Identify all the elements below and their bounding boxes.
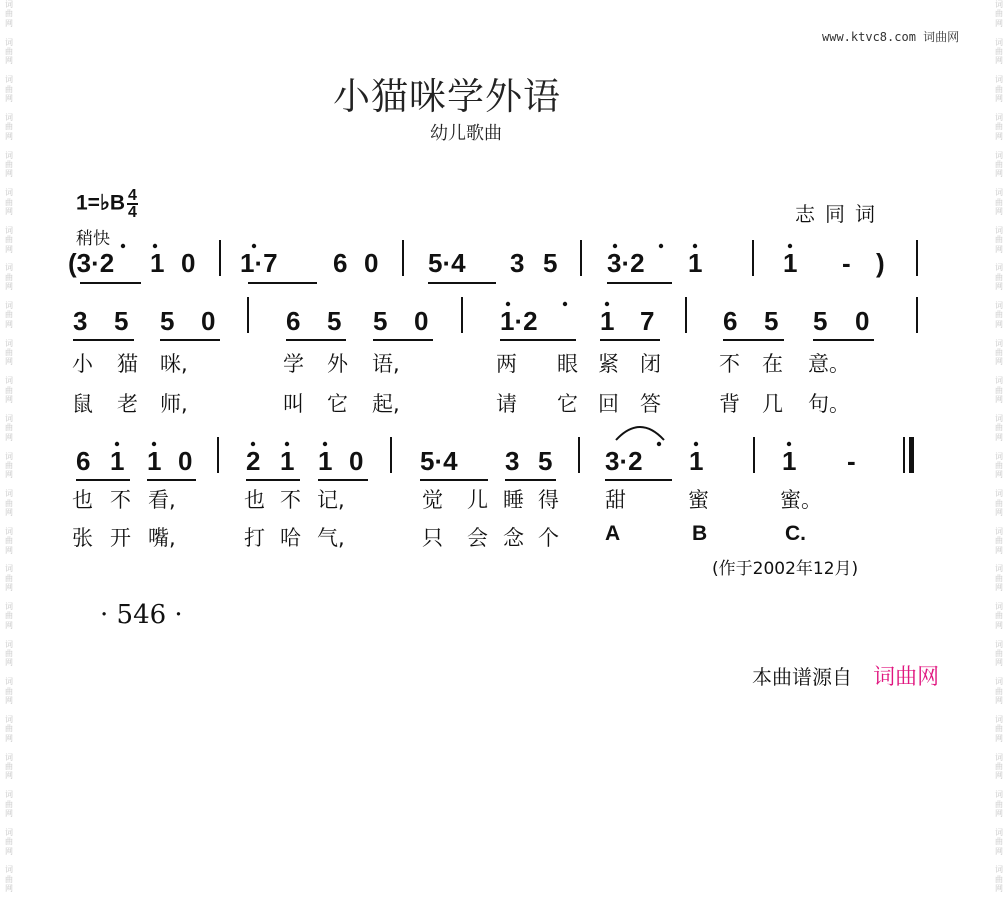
lyric: 闭 <box>640 352 661 376</box>
watermark-glyph: 网 <box>995 771 1003 781</box>
note: 2 <box>246 446 261 476</box>
watermark-glyph: 词 <box>995 225 1003 235</box>
watermark-gap <box>3 743 15 752</box>
watermark-glyph: 词 <box>5 677 13 687</box>
watermark-glyph: 曲 <box>5 310 13 320</box>
lyric: 意。 <box>808 352 850 376</box>
lyric: A <box>605 522 621 545</box>
watermark-glyph: 词 <box>995 526 1003 536</box>
note: ) <box>876 248 885 278</box>
note: 0 <box>201 306 216 336</box>
watermark-glyph: 词 <box>5 0 13 9</box>
watermark-glyph: 曲 <box>995 799 1003 809</box>
watermark-gap <box>993 743 1005 752</box>
watermark-glyph: 词 <box>5 602 13 611</box>
note: 5 <box>543 248 558 278</box>
watermark-glyph: 曲 <box>5 874 13 884</box>
watermark-glyph: 曲 <box>5 649 13 659</box>
watermark-glyph: 网 <box>995 56 1003 66</box>
note: 5·4 <box>428 248 466 278</box>
watermark-glyph: 词 <box>995 188 1003 198</box>
lyric: 它 <box>557 392 578 416</box>
note: 5 <box>373 306 388 336</box>
watermark-glyph: 网 <box>995 846 1003 856</box>
lyric: 鼠 <box>72 392 93 416</box>
watermark-glyph: 网 <box>5 808 13 818</box>
lyric: 两 <box>496 352 517 376</box>
watermark-glyph: 网 <box>5 545 13 555</box>
note: 5 <box>538 446 553 476</box>
watermark-glyph: 词 <box>5 714 13 724</box>
watermark-glyph: 曲 <box>995 837 1003 847</box>
watermark-glyph: 词 <box>995 112 1003 122</box>
watermark-glyph: 网 <box>995 808 1003 818</box>
watermark-glyph: 词 <box>5 37 13 47</box>
watermark-glyph: 网 <box>995 206 1003 216</box>
watermark-glyph: 曲 <box>995 235 1003 245</box>
note: 3·2 <box>607 248 645 278</box>
lyric: 句。 <box>808 392 850 416</box>
lyric: 它 <box>327 392 348 416</box>
watermark-glyph: 网 <box>995 545 1003 555</box>
lyric: 学 <box>283 352 304 376</box>
lyricist-credit: 志同词 <box>795 202 885 226</box>
watermark-glyph: 网 <box>5 357 13 367</box>
watermark-gap <box>993 818 1005 827</box>
note: 5 <box>813 306 828 336</box>
watermark-glyph: 曲 <box>5 235 13 245</box>
note: 5 <box>327 306 342 336</box>
watermark-glyph: 网 <box>5 696 13 706</box>
lyric: 蜜。 <box>780 488 822 512</box>
watermark-glyph: 曲 <box>5 159 13 169</box>
watermark-glyph: 网 <box>5 169 13 179</box>
lyric: 请 <box>496 392 517 416</box>
watermark-glyph: 词 <box>995 338 1003 348</box>
watermark-gap <box>993 894 1005 903</box>
lyric: 背 <box>719 392 740 416</box>
watermark-glyph: 网 <box>5 319 13 329</box>
lyric: 猫 <box>117 352 138 376</box>
lyric: 外 <box>327 352 348 376</box>
note: 0 <box>414 306 429 336</box>
watermark-glyph: 曲 <box>995 197 1003 207</box>
lyric: 开 <box>110 526 131 550</box>
watermark-glyph: 网 <box>995 169 1003 179</box>
watermark-glyph: 词 <box>995 752 1003 762</box>
watermark-glyph: 网 <box>995 131 1003 141</box>
watermark-glyph: 网 <box>995 470 1003 480</box>
watermark-glyph: 词 <box>5 188 13 198</box>
watermark-glyph: 曲 <box>5 573 13 583</box>
watermark-glyph: 曲 <box>995 348 1003 358</box>
lyric: 蜜 <box>688 488 709 512</box>
lyric: 也 <box>72 488 93 512</box>
watermark-glyph: 曲 <box>995 498 1003 508</box>
lyric: 语, <box>372 352 400 376</box>
note: 1 <box>318 446 333 476</box>
watermark-glyph: 词 <box>5 526 13 536</box>
lyric: 会 <box>467 526 488 550</box>
note: 3·2 <box>605 446 643 476</box>
watermark-glyph: 词 <box>5 75 13 85</box>
note: 3 <box>510 248 525 278</box>
note: 1 <box>110 446 125 476</box>
watermark-glyph: 曲 <box>5 423 13 433</box>
watermark-glyph: 词 <box>995 714 1003 724</box>
watermark-gap <box>3 894 15 903</box>
watermark-glyph: 网 <box>5 206 13 216</box>
watermark-glyph: 词 <box>5 112 13 122</box>
watermark-glyph: 网 <box>995 395 1003 405</box>
note: 6 <box>76 446 91 476</box>
watermark-glyph: 曲 <box>5 84 13 94</box>
composition-date: (作于2002年12月) <box>712 559 859 579</box>
watermark-glyph: 网 <box>5 846 13 856</box>
lyric: 儿 <box>467 488 488 512</box>
note: 1 <box>600 306 615 336</box>
watermark-glyph: 网 <box>5 244 13 254</box>
watermark-glyph: 词 <box>995 639 1003 649</box>
watermark-glyph: 曲 <box>5 197 13 207</box>
watermark-glyph: 词 <box>995 376 1003 386</box>
note: 0 <box>178 446 193 476</box>
lyric: B <box>692 522 708 545</box>
watermark-glyph: 词 <box>5 150 13 160</box>
lyric: 咪, <box>160 352 188 376</box>
watermark-glyph: 词 <box>995 37 1003 47</box>
watermark-glyph: 词 <box>995 827 1003 837</box>
lyric: 答 <box>640 392 661 416</box>
watermark-glyph: 曲 <box>5 122 13 132</box>
watermark-glyph: 网 <box>995 658 1003 668</box>
site-url[interactable]: www.ktvc8.com 词曲网 <box>822 30 960 44</box>
watermark-glyph: 曲 <box>995 47 1003 57</box>
watermark-glyph: 曲 <box>995 611 1003 621</box>
watermark-glyph: 曲 <box>5 272 13 282</box>
note: - <box>847 446 856 476</box>
lyric: 哈 <box>280 526 301 550</box>
watermark-glyph: 网 <box>5 18 13 28</box>
watermark-glyph: 网 <box>5 282 13 292</box>
watermark-glyph: 曲 <box>995 84 1003 94</box>
watermark-glyph: 曲 <box>995 761 1003 771</box>
watermark-gap <box>993 781 1005 790</box>
watermark-glyph: 曲 <box>5 686 13 696</box>
watermark-glyph: 网 <box>5 94 13 104</box>
watermark-glyph: 曲 <box>995 385 1003 395</box>
song-subtitle: 幼儿歌曲 <box>430 123 502 144</box>
watermark-glyph: 曲 <box>995 724 1003 734</box>
watermark-glyph: 词 <box>5 489 13 499</box>
watermark-glyph: 曲 <box>5 724 13 734</box>
note: 5 <box>160 306 175 336</box>
watermark-glyph: 词 <box>995 564 1003 574</box>
watermark-glyph: 网 <box>995 357 1003 367</box>
watermark-glyph: 词 <box>995 451 1003 461</box>
watermark-glyph: 曲 <box>995 159 1003 169</box>
watermark-glyph: 网 <box>995 733 1003 743</box>
watermark-glyph: 网 <box>5 583 13 593</box>
lyric: 甜 <box>605 488 626 512</box>
watermark-glyph: 词 <box>995 263 1003 273</box>
watermark-glyph: 网 <box>5 432 13 442</box>
note: 1 <box>689 446 704 476</box>
lyric: C. <box>785 522 806 545</box>
watermark-glyph: 曲 <box>5 498 13 508</box>
watermark-glyph: 词 <box>5 376 13 386</box>
watermark-glyph: 曲 <box>995 649 1003 659</box>
watermark-glyph: 词 <box>995 75 1003 85</box>
watermark-glyph: 网 <box>995 18 1003 28</box>
watermark-glyph: 词 <box>995 413 1003 423</box>
watermark-glyph: 词 <box>5 338 13 348</box>
watermark-glyph: 曲 <box>995 310 1003 320</box>
note: 6 <box>333 248 348 278</box>
note: 5·4 <box>420 446 458 476</box>
watermark-glyph: 曲 <box>995 272 1003 282</box>
watermark-glyph: 曲 <box>995 686 1003 696</box>
watermark-gap <box>3 781 15 790</box>
watermark-glyph: 网 <box>995 583 1003 593</box>
note: 3 <box>73 306 88 336</box>
watermark-glyph: 词 <box>995 301 1003 310</box>
song-title: 小猫咪学外语 <box>333 75 561 118</box>
watermark-gap <box>993 856 1005 865</box>
lyric: 睡 <box>503 488 524 512</box>
watermark-glyph: 词 <box>5 263 13 273</box>
lyric: 记, <box>317 488 345 512</box>
watermark-glyph: 词 <box>995 865 1003 875</box>
tempo-marking: 稍快 <box>76 229 110 249</box>
watermark-glyph: 词 <box>5 639 13 649</box>
watermark-glyph: 网 <box>995 507 1003 517</box>
watermark-glyph: 网 <box>5 507 13 517</box>
lyric: 念 <box>503 526 524 550</box>
watermark-glyph: 曲 <box>995 536 1003 546</box>
note: 3 <box>505 446 520 476</box>
watermark-glyph: 词 <box>5 752 13 762</box>
note: 0 <box>349 446 364 476</box>
source-footer <box>752 660 939 691</box>
watermark-gap <box>3 856 15 865</box>
lyric: 师, <box>160 392 188 416</box>
note: 1 <box>280 446 295 476</box>
watermark-glyph: 网 <box>5 56 13 66</box>
note: - <box>842 248 851 278</box>
watermark-glyph: 词 <box>995 0 1003 9</box>
watermark-glyph: 网 <box>995 620 1003 630</box>
watermark-glyph: 网 <box>5 470 13 480</box>
note: 7 <box>640 306 655 336</box>
lyric: 打 <box>244 526 265 550</box>
watermark-glyph: 曲 <box>5 611 13 621</box>
lyric: 不 <box>719 352 740 376</box>
watermark-glyph: 词 <box>5 301 13 310</box>
note: 1·2 <box>500 306 538 336</box>
watermark-glyph: 网 <box>995 94 1003 104</box>
watermark-glyph: 曲 <box>5 837 13 847</box>
watermark-glyph: 网 <box>5 620 13 630</box>
watermark-glyph: 网 <box>5 733 13 743</box>
note: 6 <box>723 306 738 336</box>
watermark-glyph: 词 <box>995 150 1003 160</box>
lyric: 看, <box>148 488 176 512</box>
watermark-glyph: 词 <box>5 451 13 461</box>
watermark-glyph: 词 <box>5 225 13 235</box>
watermark-glyph: 网 <box>5 884 13 894</box>
watermark-glyph: 词 <box>5 413 13 423</box>
lyric: 不 <box>110 488 131 512</box>
watermark-glyph: 网 <box>995 884 1003 894</box>
note: 0 <box>364 248 379 278</box>
watermark-glyph: 曲 <box>5 761 13 771</box>
note: 1·7 <box>240 248 278 278</box>
watermark-glyph: 网 <box>995 319 1003 329</box>
watermark-glyph: 网 <box>995 282 1003 292</box>
watermark-glyph: 词 <box>995 790 1003 800</box>
watermark-glyph: 曲 <box>5 536 13 546</box>
watermark-glyph: 词 <box>995 677 1003 687</box>
lyric: 得 <box>538 488 559 512</box>
time-signature: $\frac{4}{4}$ <box>128 187 137 221</box>
lyric: 起, <box>372 392 400 416</box>
watermark-glyph: 曲 <box>5 799 13 809</box>
page-number: · 546 · <box>100 600 183 630</box>
site-name[interactable]: 词曲网 <box>923 30 960 44</box>
watermark-glyph: 曲 <box>5 460 13 470</box>
lyric: 几 <box>762 392 783 416</box>
lyric: 眼 <box>557 352 578 376</box>
note: 5 <box>114 306 129 336</box>
watermark-glyph: 词 <box>995 602 1003 611</box>
lyric: 觉 <box>422 488 443 512</box>
watermark-glyph: 曲 <box>5 9 13 19</box>
watermark-glyph: 网 <box>5 131 13 141</box>
note: 1 <box>782 446 797 476</box>
lyric: 叫 <box>283 392 304 416</box>
lyric: 回 <box>598 392 619 416</box>
watermark-glyph: 曲 <box>995 9 1003 19</box>
watermark-glyph: 曲 <box>995 460 1003 470</box>
watermark-glyph: 网 <box>5 395 13 405</box>
note: 5 <box>764 306 779 336</box>
note: 1 <box>783 248 798 278</box>
watermark-glyph: 曲 <box>5 47 13 57</box>
watermark-glyph: 网 <box>995 244 1003 254</box>
watermark-glyph: 网 <box>5 771 13 781</box>
lyric: 紧 <box>598 352 619 376</box>
watermark-gap <box>3 818 15 827</box>
watermark-glyph: 词 <box>5 865 13 875</box>
watermark-glyph: 网 <box>995 696 1003 706</box>
lyric: 老 <box>117 392 138 416</box>
watermark-glyph: 网 <box>995 432 1003 442</box>
watermark-glyph: 词 <box>5 790 13 800</box>
watermark-glyph: 网 <box>5 658 13 668</box>
watermark-glyph: 曲 <box>995 423 1003 433</box>
note: (3·2 <box>68 248 115 278</box>
watermark-glyph: 词 <box>5 564 13 574</box>
watermark-glyph: 词 <box>5 827 13 837</box>
lyric: 在 <box>762 352 783 376</box>
lyric: 嘴, <box>148 526 176 550</box>
source-brand-link[interactable]: 词曲网 <box>873 665 940 690</box>
note: 0 <box>181 248 196 278</box>
note: 0 <box>855 306 870 336</box>
lyric: 也 <box>244 488 265 512</box>
lyric: 气, <box>317 526 345 550</box>
lyric: 小 <box>72 352 93 376</box>
lyric: 只 <box>422 526 443 550</box>
watermark-glyph: 曲 <box>5 385 13 395</box>
lyric: 个 <box>538 526 559 550</box>
note: 1 <box>147 446 162 476</box>
watermark-glyph: 曲 <box>5 348 13 358</box>
watermark-glyph: 曲 <box>995 573 1003 583</box>
watermark-glyph: 词 <box>995 489 1003 499</box>
watermark-glyph: 曲 <box>995 122 1003 132</box>
source-label: 本曲谱源自 <box>752 665 852 689</box>
note: 6 <box>286 306 301 336</box>
note: 1 <box>688 248 703 278</box>
lyric: 张 <box>72 526 93 550</box>
note: 1 <box>150 248 165 278</box>
lyric: 不 <box>280 488 301 512</box>
watermark-glyph: 曲 <box>995 874 1003 884</box>
key-signature: 1=♭B $\frac{4}{4}$ <box>76 187 137 221</box>
